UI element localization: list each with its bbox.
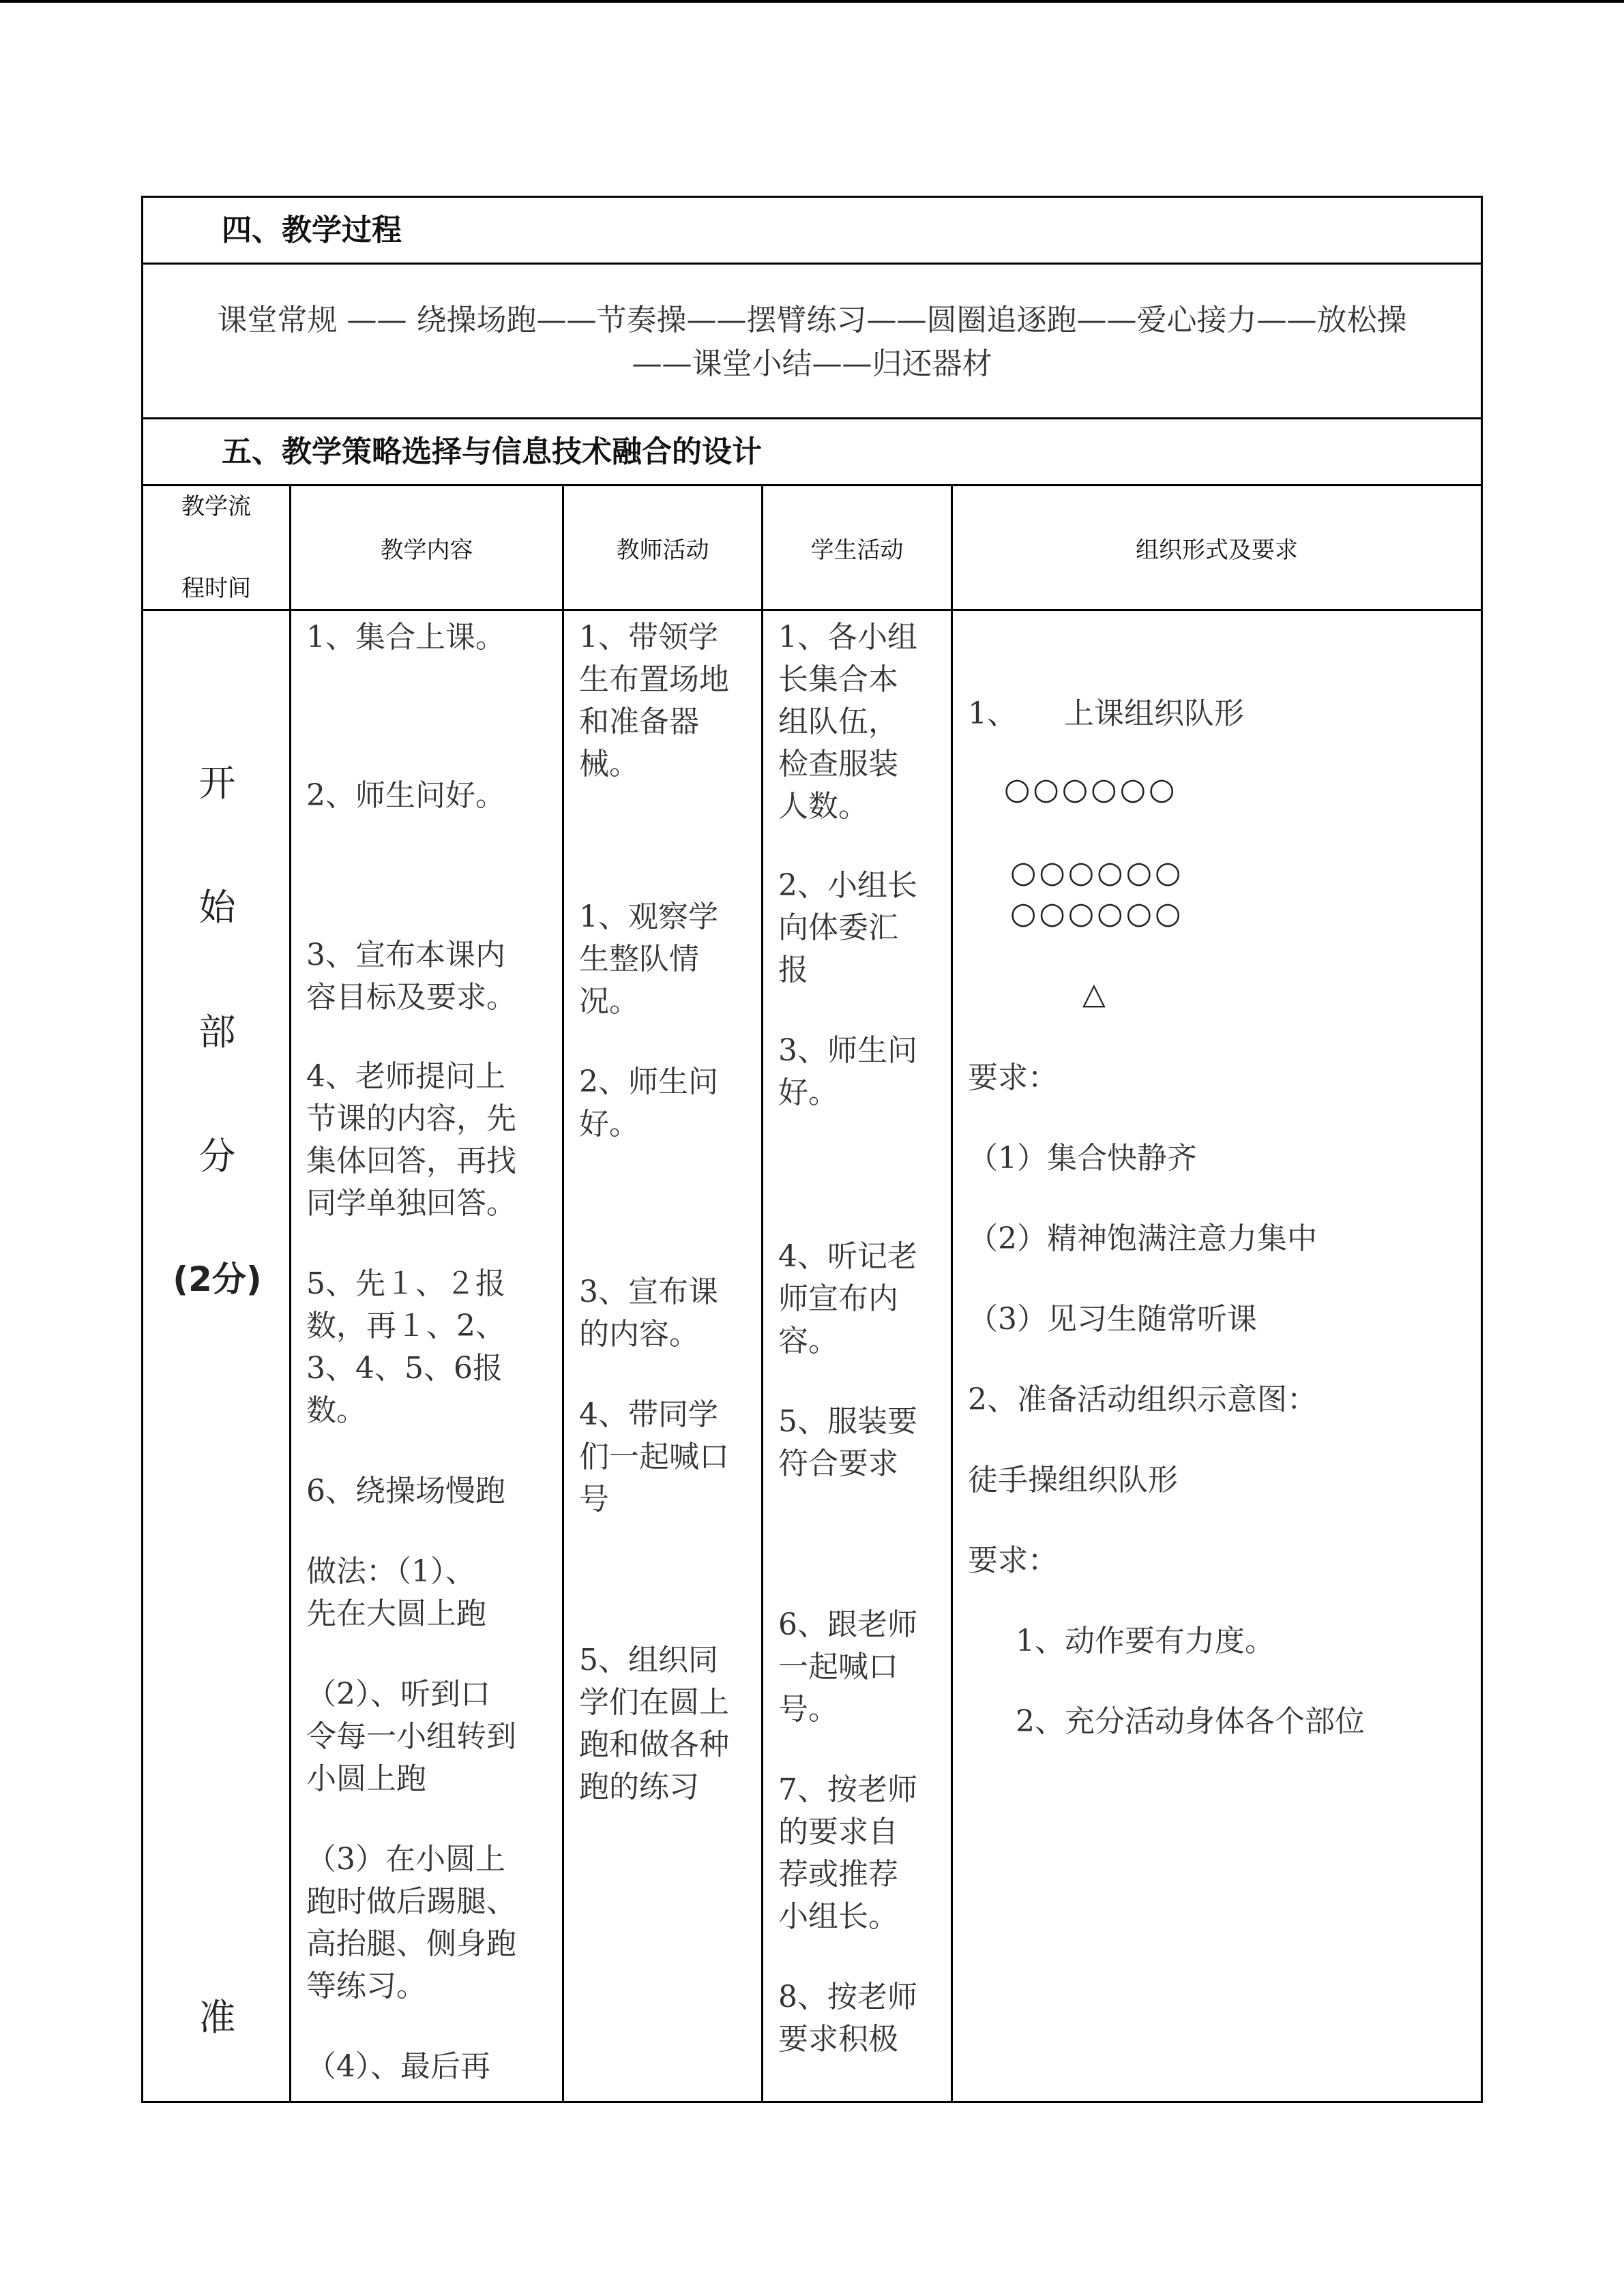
content-line: 6、绕操场慢跑	[306, 1474, 505, 1508]
content-line: （2）、听到口	[306, 1677, 490, 1712]
student-line: 6、跟老师	[778, 1607, 917, 1642]
stage-char-3: 部	[198, 1011, 236, 1054]
teacher-line: 们一起喊口	[579, 1440, 729, 1474]
student-line: 4、听记老	[778, 1239, 917, 1274]
teacher-line: 跑和做各种	[579, 1727, 729, 1762]
content-line: 令每一小组转到	[306, 1719, 516, 1754]
content-line: 跑时做后踢腿、	[306, 1884, 516, 1919]
student-line: 号。	[778, 1692, 838, 1727]
header-content: 教学内容	[291, 486, 564, 609]
teacher-line: 3、宣布课	[579, 1274, 718, 1309]
teacher-line: 2、师生问	[579, 1064, 718, 1099]
content-line: 等练习。	[306, 1969, 426, 2003]
student-line: 3、师生问	[778, 1033, 917, 1068]
teacher-line: 好。	[579, 1107, 639, 1142]
teacher-line: 4、带同学	[579, 1397, 718, 1432]
table-header-row	[143, 486, 1481, 611]
teacher-line: 况。	[579, 984, 639, 1019]
stage-char-2: 始	[198, 886, 236, 929]
header-flow-time	[143, 486, 291, 609]
content-line: 4、老师提问上	[306, 1059, 505, 1094]
student-line: 符合要求	[778, 1446, 898, 1481]
student-line: 好。	[778, 1075, 838, 1110]
content-line: 做法：（1）、	[306, 1554, 475, 1589]
org-requirement-3: （3）见习生随常听课	[968, 1302, 1257, 1337]
stage-time: (2分)	[173, 1259, 262, 1299]
content-column	[291, 611, 564, 2101]
student-line: 2、小组长	[778, 868, 917, 903]
formation-row-3: ○○○○○○	[1010, 896, 1184, 931]
teacher-line: 号	[579, 1482, 609, 1517]
teacher-column	[564, 611, 763, 2101]
stage-char-5: 准	[198, 1996, 236, 2039]
org-item2: 2、准备活动组织示意图：	[968, 1382, 1317, 1417]
org-requirement-4: 1、动作要有力度。	[1016, 1624, 1275, 1658]
section4-title: 四、教学过程	[143, 198, 1481, 265]
header-flow-time-line2: 程时间	[181, 575, 251, 602]
student-line: 8、按老师	[778, 1980, 917, 2014]
content-line: 数。	[306, 1393, 366, 1428]
teacher-line: 和准备器	[579, 704, 699, 739]
content-line: 先在大圆上跑	[306, 1596, 486, 1631]
section5-title: 五、教学策略选择与信息技术融合的设计	[143, 419, 1481, 486]
teacher-line: 生布置场地	[579, 662, 729, 697]
student-line: 要求积极	[778, 2022, 898, 2057]
formation-row-1: ○○○○○○	[1004, 772, 1178, 807]
student-line: 检查服装	[778, 747, 898, 781]
student-line: 容。	[778, 1324, 838, 1358]
stage-column	[143, 611, 291, 2101]
content-line: 节课的内容，先	[306, 1101, 516, 1136]
content-line: 1、集合上课。	[306, 620, 505, 655]
teacher-line: 械。	[579, 747, 639, 781]
content-line: （4）、最后再	[306, 2049, 490, 2084]
content-line: 高抬腿、侧身跑	[306, 1926, 516, 1961]
header-flow-time-line1: 教学流	[181, 493, 251, 520]
teacher-line: 跑的练习	[579, 1770, 699, 1804]
teacher-line: 1、观察学	[579, 899, 718, 934]
content-line: 容目标及要求。	[306, 980, 516, 1015]
formation-row-2: ○○○○○○	[1010, 855, 1184, 890]
student-line: 报	[778, 953, 808, 987]
content-line: 5、先１、２报	[306, 1266, 505, 1301]
student-line: 1、各小组	[778, 620, 917, 655]
student-line: 人数。	[778, 789, 868, 824]
student-line: 的要求自	[778, 1815, 898, 1849]
student-line: 一起喊口	[778, 1650, 898, 1684]
student-line: 组队伍，	[778, 704, 898, 739]
org-formation: 徒手操组织队形	[968, 1463, 1178, 1497]
student-column	[763, 611, 953, 2101]
teacher-line: 1、带领学	[579, 620, 718, 655]
student-line: 师宣布内	[778, 1281, 898, 1316]
stage-char-4: 分	[198, 1135, 236, 1178]
org-column	[953, 611, 1481, 2101]
header-teacher: 教师活动	[564, 486, 763, 609]
teacher-position-triangle-icon: △	[1082, 976, 1108, 1011]
process-flow	[143, 265, 1481, 419]
stage-char-1: 开	[198, 762, 236, 805]
header-student: 学生活动	[763, 486, 953, 609]
student-line: 小组长。	[778, 1899, 898, 1934]
content-line: 3、4、5、6报	[306, 1351, 503, 1386]
top-rule	[0, 0, 1624, 3]
header-org: 组织形式及要求	[1136, 536, 1298, 564]
org-item1-text: 上课组织队形	[1064, 696, 1244, 731]
process-flow-line1: 课堂常规 —— 绕操场跑——节奏操——摆臂练习——圆圈追逐跑——爱心接力——放松操	[217, 303, 1407, 338]
content-line: 2、师生问好。	[306, 778, 505, 813]
student-line: 荐或推荐	[778, 1857, 898, 1892]
content-line: 小圆上跑	[306, 1761, 426, 1796]
lesson-plan-table	[141, 196, 1483, 2103]
table-body-row	[143, 611, 1481, 2101]
content-line: 3、宣布本课内	[306, 938, 505, 972]
teacher-line: 学们在圆上	[579, 1685, 729, 1720]
org-item1-number: 1、	[968, 696, 1017, 731]
content-line: 同学单独回答。	[306, 1186, 516, 1221]
process-flow-line2: ——课堂小结——归还器材	[632, 346, 992, 381]
org-requirement-label-2: 要求：	[968, 1543, 1058, 1578]
student-line: 7、按老师	[778, 1772, 917, 1807]
teacher-line: 生整队情	[579, 942, 699, 976]
student-line: 5、服装要	[778, 1404, 917, 1439]
org-requirement-1: （1）集合快静齐	[968, 1141, 1197, 1176]
content-line: 集体回答，再找	[306, 1144, 516, 1178]
org-requirement-label: 要求：	[968, 1060, 1058, 1095]
content-line: （3）在小圆上	[306, 1842, 505, 1877]
teacher-line: 的内容。	[579, 1317, 699, 1352]
student-line: 向体委汇	[778, 910, 898, 945]
student-line: 长集合本	[778, 662, 898, 697]
teacher-line: 5、组织同	[579, 1643, 718, 1678]
org-requirement-2: （2）精神饱满注意力集中	[968, 1221, 1317, 1256]
content-line: 数，再１、2、	[306, 1309, 505, 1343]
org-requirement-5: 2、充分活动身体各个部位	[1016, 1704, 1365, 1739]
